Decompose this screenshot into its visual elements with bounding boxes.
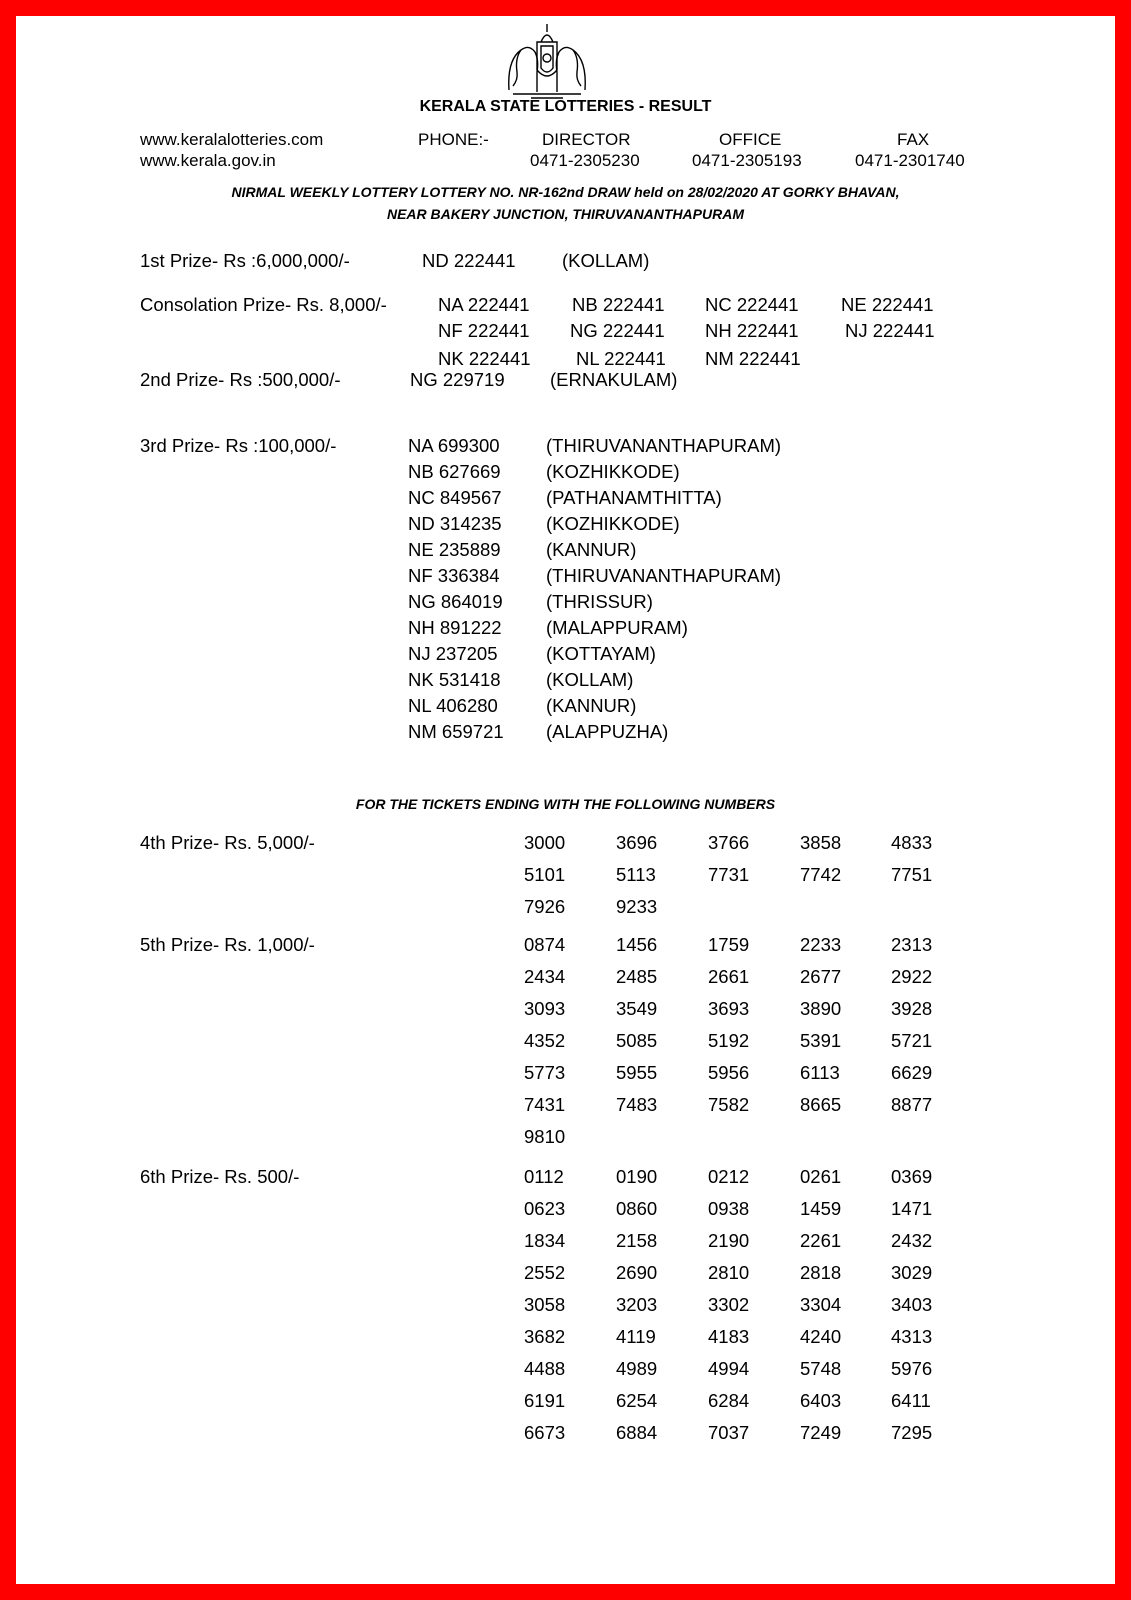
ending-number: 6884 <box>616 1422 658 1443</box>
ending-number: 0874 <box>524 934 566 955</box>
ending-number: 1456 <box>616 934 658 955</box>
ending-number: 2261 <box>800 1230 842 1251</box>
ending-number: 7249 <box>800 1422 842 1443</box>
third-prize-place: (THIRUVANANTHAPURAM) <box>546 565 782 586</box>
website-link-lotteries[interactable]: www.keralalotteries.com <box>140 130 324 149</box>
third-prize-place: (KANNUR) <box>546 539 637 560</box>
third-prize-place: (THIRUVANANTHAPURAM) <box>546 435 782 456</box>
ending-number: 4488 <box>524 1358 566 1379</box>
ending-number: 3403 <box>891 1294 933 1315</box>
third-prize-place: (THRISSUR) <box>546 591 653 612</box>
ending-number: 6284 <box>708 1390 750 1411</box>
ending-number: 0190 <box>616 1166 658 1187</box>
director-phone: 0471-2305230 <box>530 151 640 170</box>
consolation-ticket: NB 222441 <box>572 294 665 315</box>
kerala-emblem-icon <box>503 20 591 100</box>
third-prize-ticket: NL 406280 <box>408 695 498 716</box>
third-prize-ticket: NJ 237205 <box>408 643 498 664</box>
third-prize-ticket: ND 314235 <box>408 513 502 534</box>
third-prize-place: (KOLLAM) <box>546 669 634 690</box>
third-prize-ticket: NA 699300 <box>408 435 500 456</box>
ending-number: 6411 <box>891 1390 931 1411</box>
ending-number: 3696 <box>616 832 658 853</box>
third-prize-ticket: NH 891222 <box>408 617 502 638</box>
first-prize-place: (KOLLAM) <box>562 250 650 271</box>
ending-number: 2158 <box>616 1230 658 1251</box>
ending-number: 7926 <box>524 896 566 917</box>
ending-number: 1834 <box>524 1230 566 1251</box>
ending-number: 6113 <box>800 1062 840 1083</box>
ending-number: 3302 <box>708 1294 750 1315</box>
third-prize-ticket: NC 849567 <box>408 487 502 508</box>
ending-number: 3058 <box>524 1294 566 1315</box>
third-prize-place: (KOZHIKKODE) <box>546 461 680 482</box>
ending-number: 4994 <box>708 1358 750 1379</box>
ending-number: 2818 <box>800 1262 842 1283</box>
consolation-ticket: NA 222441 <box>438 294 530 315</box>
ending-number: 7582 <box>708 1094 750 1115</box>
ending-number: 7295 <box>891 1422 933 1443</box>
ending-number: 6191 <box>524 1390 566 1411</box>
third-prize-ticket: NB 627669 <box>408 461 501 482</box>
ending-number: 0261 <box>800 1166 842 1187</box>
third-prize-place: (MALAPPURAM) <box>546 617 688 638</box>
fax-phone: 0471-2301740 <box>855 151 965 170</box>
ending-number: 6629 <box>891 1062 933 1083</box>
ending-number: 2233 <box>800 934 842 955</box>
ending-number: 9233 <box>616 896 658 917</box>
ending-number: 8665 <box>800 1094 842 1115</box>
ending-number: 7483 <box>616 1094 658 1115</box>
ending-number: 6403 <box>800 1390 842 1411</box>
fifth-prize-label: 5th Prize- Rs. 1,000/- <box>140 934 315 955</box>
ending-number: 8877 <box>891 1094 933 1115</box>
ending-number: 5721 <box>891 1030 933 1051</box>
ending-number: 5955 <box>616 1062 658 1083</box>
third-prize-ticket: NM 659721 <box>408 721 504 742</box>
third-prize-ticket: NF 336384 <box>408 565 500 586</box>
ending-number: 0112 <box>524 1166 564 1187</box>
ending-number: 2677 <box>800 966 842 987</box>
third-prize-label: 3rd Prize- Rs :100,000/- <box>140 435 337 456</box>
consolation-ticket: NM 222441 <box>705 348 801 369</box>
ending-number: 3000 <box>524 832 566 853</box>
ending-number: 2434 <box>524 966 566 987</box>
website-link-gov[interactable]: www.kerala.gov.in <box>140 151 276 170</box>
ending-number: 3549 <box>616 998 658 1019</box>
ending-number: 0860 <box>616 1198 658 1219</box>
ending-number: 4313 <box>891 1326 933 1347</box>
third-prize-place: (ALAPPUZHA) <box>546 721 669 742</box>
ending-number: 0623 <box>524 1198 566 1219</box>
consolation-ticket: NF 222441 <box>438 320 530 341</box>
consolation-ticket: NL 222441 <box>576 348 666 369</box>
ending-number: 2661 <box>708 966 750 987</box>
ending-number: 2922 <box>891 966 933 987</box>
fax-label: FAX <box>897 130 930 149</box>
ending-number: 7751 <box>891 864 933 885</box>
ending-number: 3203 <box>616 1294 658 1315</box>
ending-number: 3029 <box>891 1262 933 1283</box>
ending-number: 6673 <box>524 1422 566 1443</box>
ending-number: 0212 <box>708 1166 750 1187</box>
second-prize-ticket: NG 229719 <box>410 369 505 390</box>
ending-number: 3766 <box>708 832 750 853</box>
ending-number: 5956 <box>708 1062 750 1083</box>
ending-number: 2313 <box>891 934 933 955</box>
ending-number: 3304 <box>800 1294 842 1315</box>
director-label: DIRECTOR <box>542 130 631 149</box>
ending-number: 0938 <box>708 1198 750 1219</box>
ending-number: 5391 <box>800 1030 842 1051</box>
ending-number: 2552 <box>524 1262 566 1283</box>
ending-number: 5976 <box>891 1358 933 1379</box>
ending-number: 1471 <box>891 1198 933 1219</box>
ending-number: 2432 <box>891 1230 933 1251</box>
ending-number: 4833 <box>891 832 933 853</box>
first-prize-ticket: ND 222441 <box>422 250 516 271</box>
ending-number: 4240 <box>800 1326 842 1347</box>
consolation-ticket: NE 222441 <box>841 294 934 315</box>
ending-number: 2810 <box>708 1262 750 1283</box>
sixth-prize-label: 6th Prize- Rs. 500/- <box>140 1166 300 1187</box>
first-prize-label: 1st Prize- Rs :6,000,000/- <box>140 250 350 271</box>
page-title: KERALA STATE LOTTERIES - RESULT <box>419 98 712 115</box>
ending-number: 3093 <box>524 998 566 1019</box>
ending-number: 5101 <box>524 864 566 885</box>
ending-number: 7431 <box>524 1094 566 1115</box>
ending-number: 5085 <box>616 1030 658 1051</box>
ending-number: 7731 <box>708 864 750 885</box>
fourth-prize-label: 4th Prize- Rs. 5,000/- <box>140 832 315 853</box>
ending-number: 3693 <box>708 998 750 1019</box>
third-prize-ticket: NK 531418 <box>408 669 501 690</box>
ending-number: 3682 <box>524 1326 566 1347</box>
third-prize-ticket: NE 235889 <box>408 539 501 560</box>
office-phone: 0471-2305193 <box>692 151 802 170</box>
second-prize-place: (ERNAKULAM) <box>550 369 678 390</box>
consolation-ticket: NC 222441 <box>705 294 799 315</box>
consolation-ticket: NH 222441 <box>705 320 799 341</box>
office-label: OFFICE <box>719 130 782 149</box>
consolation-ticket: NJ 222441 <box>845 320 935 341</box>
ending-numbers-heading: FOR THE TICKETS ENDING WITH THE FOLLOWING NUMBERS <box>355 796 776 812</box>
ending-number: 5773 <box>524 1062 566 1083</box>
ending-number: 1459 <box>800 1198 842 1219</box>
ending-number: 9810 <box>524 1126 566 1147</box>
ending-number: 5192 <box>708 1030 750 1051</box>
ending-number: 2485 <box>616 966 658 987</box>
ending-number: 2690 <box>616 1262 658 1283</box>
third-prize-place: (KOTTAYAM) <box>546 643 656 664</box>
ending-number: 0369 <box>891 1166 933 1187</box>
ending-number: 1759 <box>708 934 750 955</box>
third-prize-place: (KOZHIKKODE) <box>546 513 680 534</box>
ending-number: 3928 <box>891 998 933 1019</box>
consolation-prize-label: Consolation Prize- Rs. 8,000/- <box>140 294 387 315</box>
draw-details-line2: NEAR BAKERY JUNCTION, THIRUVANANTHAPURAM <box>386 206 744 222</box>
draw-details-line1: NIRMAL WEEKLY LOTTERY LOTTERY NO. NR-162nd DRAW held on 28/02/2020 AT GORKY BHAVAN, <box>231 184 900 200</box>
consolation-ticket: NG 222441 <box>570 320 665 341</box>
ending-number: 2190 <box>708 1230 750 1251</box>
consolation-ticket: NK 222441 <box>438 348 531 369</box>
third-prize-place: (PATHANAMTHITTA) <box>546 487 722 508</box>
third-prize-place: (KANNUR) <box>546 695 637 716</box>
ending-number: 6254 <box>616 1390 658 1411</box>
ending-number: 7037 <box>708 1422 750 1443</box>
phone-label: PHONE:- <box>418 130 489 149</box>
ending-number: 4989 <box>616 1358 658 1379</box>
second-prize-label: 2nd Prize- Rs :500,000/- <box>140 369 341 390</box>
ending-number: 4183 <box>708 1326 750 1347</box>
ending-number: 5748 <box>800 1358 842 1379</box>
third-prize-ticket: NG 864019 <box>408 591 503 612</box>
ending-number: 7742 <box>800 864 842 885</box>
ending-number: 5113 <box>616 864 656 885</box>
ending-number: 3858 <box>800 832 842 853</box>
ending-number: 4352 <box>524 1030 566 1051</box>
ending-number: 3890 <box>800 998 842 1019</box>
ending-number: 4119 <box>616 1326 656 1347</box>
